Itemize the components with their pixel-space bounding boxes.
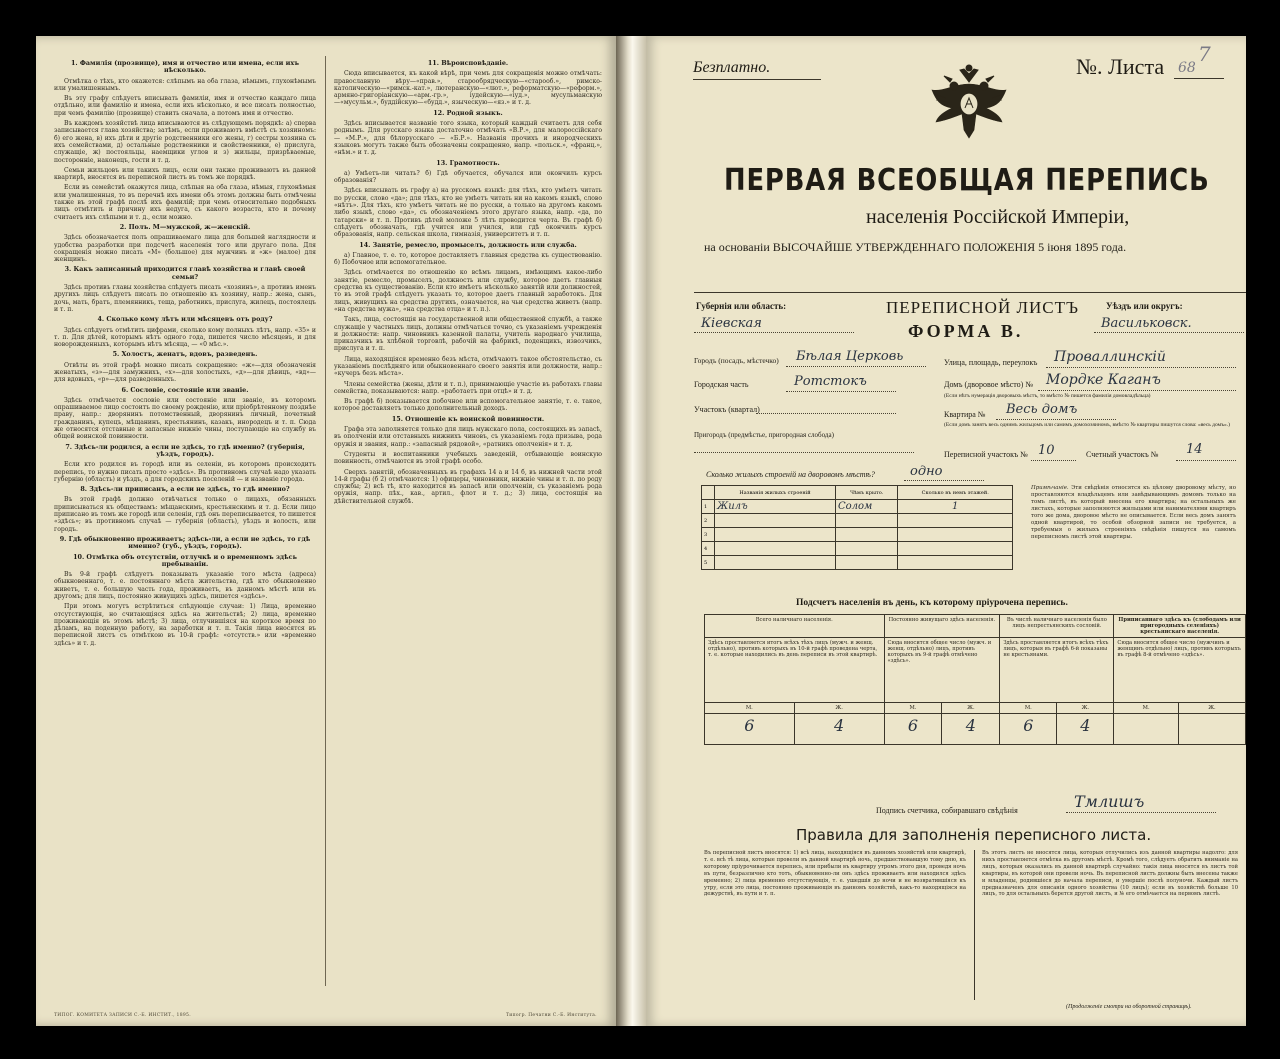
instruction-heading: 6. Сословіе, состояніе или званіе.	[121, 385, 249, 394]
decree-basis: на основаніи ВЫСОЧАЙШЕ УТВЕРЖДЕННАГО ПОЛОЖЕНІЯ 5 іюня 1895 года.	[704, 240, 1127, 254]
row-number: 5	[702, 556, 715, 570]
count-desc-nonpeasant: Здѣсь проставляется итогъ всѣхъ тѣхъ лицъ, которыя въ графѣ 6-й показаны не крестьянами.	[1000, 638, 1114, 703]
dwellings-header-roof: Чѣмъ крыто.	[835, 486, 897, 500]
header-rule	[694, 292, 1246, 293]
dwellings-row	[702, 500, 1013, 514]
row-number: 2	[702, 514, 715, 528]
town-label: Городъ (посадъ, мѣстечко)	[694, 356, 779, 365]
instruction-paragraph: Въ каждомъ хозяйствѣ лица вписываются въ слѣдующемъ порядкѣ: а) сперва записывается глава хозяйства; затѣмъ, если проживаютъ вмѣстѣ съ хозяиномъ: б) его жена, в) ихъ дѣти и другіе родственники его жены, г) сестры хозяина съ ихъ семействами, д) остальные родственники и свойственники, е) прислуга, служащіе, ж) постояльцы, наемщики углов и з) жильцы, призрѣваемые, посторонніе, наконецъ, гости и т. д.	[54, 120, 316, 164]
house-note: (Если нѣтъ нумерація дворовыхъ мѣстъ, то вмѣсто № пишется фамилія домовладѣльца)	[944, 393, 1151, 399]
sheet-number-value: 68	[1178, 60, 1196, 76]
province-value: Кіевская	[701, 316, 762, 331]
instruction-paragraph: Здѣсь противъ главы хозяйства слѣдуетъ писать «хозяинъ», а противъ именъ другихъ лицъ слѣдуетъ писать по отношенію къ хозяину, напр.: жена, сынъ, дочь, мать, братъ, племянникъ, теща, работникъ, прислуга, жилецъ, постоялецъ и т. п.	[54, 284, 316, 313]
city-part-line	[786, 391, 896, 392]
permanent-male-value: 6	[884, 714, 942, 745]
book-gutter	[616, 36, 646, 1026]
rules-divider	[974, 850, 975, 1000]
count-desc-permanent: Сюда вносится общее число (мужч. и женщ. отдѣльно) лицъ, противъ которыхъ въ 9-й графѣ отмѣчено «здѣсь».	[884, 638, 1000, 703]
dwelling-name	[715, 528, 836, 542]
instruction-paragraph: а) Умѣетъ-ли читать? б) Гдѣ обучается, обучался или окончилъ курсъ образованія?	[334, 169, 602, 185]
dwellings-header-floors: Сколько въ немъ этажей.	[898, 486, 1013, 500]
signature-line	[1066, 812, 1216, 813]
city-part-label: Городская часть	[694, 380, 749, 389]
instruction-paragraph: Отвѣты въ этой графѣ можно писать сокращенно: «ж»—для обозначенія женатыхъ, «з»—для замужнихъ, «х»—для холостыхъ, «д»—для дѣвицъ, «вд»—для вдовыхъ, «р»—для разведенныхъ.	[54, 361, 316, 384]
count-desc-registered: Сюда вносится общее число (мужчинъ и женщинъ отдѣльно) лицъ, противъ которыхъ въ графѣ 8-й отмѣчено «здѣсь».	[1114, 638, 1246, 703]
dwellings-note	[1031, 485, 1236, 541]
row-number: 4	[702, 542, 715, 556]
form-letter: ФОРМА В.	[908, 321, 1024, 341]
instruction-paragraph: Здѣсь слѣдуетъ отмѣтить цифрами, сколько кому полныхъ лѣтъ, напр. «35» и т. п. Для дѣтей, которымъ нѣтъ одного года, пишется число мѣсяцевъ, и для новорожденныхъ, которымъ нѣтъ мѣсяца, — «0 мѣс.».	[54, 326, 316, 349]
dwelling-floors	[898, 556, 1013, 570]
town-line	[786, 366, 926, 367]
instruction-heading: 14. Занятіе, ремесло, промыселъ, должность или служба.	[359, 240, 577, 249]
present-female-value: 4	[794, 714, 884, 745]
census-area-value: 10	[1038, 443, 1055, 458]
suburb-line	[694, 452, 914, 453]
census-area-label: Переписной участокъ №	[944, 450, 1028, 459]
rules-column-2: Въ этотъ листъ не вносятся лица, которыя отлучились изъ данной квартиры надолго: для нихъ проставляется отмѣтка въ другомъ мѣстѣ. Кромѣ того, слѣдуетъ обратить вниманіе на лицъ, которыя оказались въ данной квартирѣ случайно: такія лица вносятся въ листъ той квартиры, въ которой они провели ночь. Въ переписной листъ должны быть внесены также и младенцы, родившіеся до начала переписи, и умершіе послѣ полуночи. Каждый листъ предназначенъ для описанія одного хозяйства (10 лицъ); если въ хозяйствѣ больше 10 лицъ, то для остальныхъ берется другой листъ, и № его отмѣчается на первомъ листѣ.	[982, 850, 1238, 898]
enumerator-label: Подпись счетчика, собиравшаго свѣдѣнія	[876, 806, 1018, 815]
sex-label-f: Ж.	[1178, 703, 1245, 714]
instruction-paragraph: Здѣсь вписывать въ графу а) на русскомъ языкѣ: для тѣхъ, кто умѣетъ читать по русски, слово «да»; для тѣхъ, кто не умѣетъ читать ни на какомъ языкѣ, слово «нѣтъ». Для тѣхъ, кто умѣетъ читать не по русски, а только на другомъ какомъ либо языкѣ, слово «да», съ обозначеніемъ этого другаго языка, напр. «да, по татарски» и т. п. Противъ дѣтей моложе 5 лѣтъ проводится черта. Въ графѣ б) слѣдуетъ обозначать, гдѣ учится или учился, или гдѣ окончилъ курсъ образованія, напр. сельская школа, гимназія, университетъ и т. п.	[334, 187, 602, 239]
count-sex-labels	[705, 703, 1246, 714]
counting-area-label: Счетный участокъ №	[1086, 450, 1159, 459]
nonpeasant-female-value: 4	[1057, 714, 1114, 745]
counting-area-value: 14	[1186, 442, 1203, 457]
present-male-value: 6	[705, 714, 795, 745]
rules-column-1: Въ переписной листъ вносятся: 1) всѣ лица, находящіяся въ данномъ хозяйствѣ или квартирѣ, т. е. всѣ тѣ лица, которые провели въ данной квартирѣ ночь, предшествовавшую тому дню, къ которому пріурочивается перепись, или прибыли въ квартиру утромъ этого дня, проведя ночь въ пути, безразлично кто тотъ, обыкновенно-ли онъ здѣсь проживаетъ или находился здѣсь временно; 2) лица временно отсутствующія, т. е. ушедшія до ночи и не возвратившіяся къ утру, если это лица, постоянно проживающія въ данномъ хозяйствѣ, какъ-то находящіяся на дежурствѣ, въ пути и т. п.	[704, 850, 966, 898]
instruction-paragraph: Сюда вписывается, къ какой вѣрѣ, при чемъ для сокращенія можно отмѣчать: православную вѣру—«прав.», старообрядческую—«старооб.», римско-католическую—«римск.-кат.», лютеранскую—«лют.», реформатскую—«реформ.», армяно-григоріанскую—«арм.-гр.», іудейскую—«іуд.», мусульманскую—«мусульм.», буддійскую—«будд.», языческую—«яз.» и т. д.	[334, 70, 602, 107]
house-line	[1038, 390, 1236, 391]
apartment-note: (Если домъ занятъ весь однимъ жильцомъ или самимъ домохозяиномъ, вмѣсто № квартиры пишутся слова: «весь домъ».)	[944, 422, 1230, 428]
instruction-paragraph: Здѣсь вписывается названіе того языка, который каждый считаетъ для себя роднымъ. Для русскаго языка достаточно отмѣчать «В.Р.», для малороссійскаго — «М.Р.», для бѣлорусскаго — «Б.Р.». Названія прочихъ и инородческихъ языковъ могутъ также быть обозначены сокращенно, напр. «польск.», «франц.», «нѣм.» и т. д.	[334, 120, 602, 157]
free-label: Безплатно.	[693, 59, 771, 76]
dwellings-table-header	[702, 486, 1013, 500]
instruction-paragraph: Въ этой графѣ должно отвѣчаться только о лицахъ, обязанныхъ приписываться къ обществамъ: мѣщанскимъ, крестьянскимъ и т. д. Если лицо приписано въ томъ же городѣ или селеніи, гдѣ онъ переписывается, то пишется «здѣсь»; въ противномъ случаѣ — губернія (область), уѣздъ и волость, или городъ.	[54, 496, 316, 533]
street-label: Улица, площадь, переулокъ	[944, 358, 1038, 367]
instruction-paragraph: Лица, находящіяся временно безъ мѣста, отмѣчаютъ такое обстоятельство, съ указаніемъ послѣдняго или обыкновеннаго своего занятія или должности, напр.: «кучеръ безъ мѣста».	[334, 355, 602, 378]
street-value: Проваллинскій	[1054, 349, 1166, 365]
sex-label-m: М.	[705, 703, 795, 714]
count-headers	[705, 615, 1246, 638]
quarter-line	[756, 413, 896, 414]
dwelling-name	[715, 542, 836, 556]
instruction-heading: 5. Холостъ, женатъ, вдовъ, разведенъ.	[112, 350, 258, 359]
instruction-paragraph: а) Главное, т. е. то, которое доставляетъ главныя средства къ существованію. б) Побочное или вспомогательное.	[334, 251, 602, 267]
census-main-title: ПЕРВАЯ ВСЕОБЩАЯ ПЕРЕПИСЬ	[724, 163, 1210, 198]
dwellings-row	[702, 542, 1013, 556]
sheet-number-label: №. Листа	[1076, 54, 1165, 79]
district-label: Уѣздъ или округъ:	[1106, 301, 1183, 311]
free-underline	[693, 79, 821, 80]
dwelling-roof	[835, 556, 897, 570]
sheet-number-underline	[1174, 78, 1224, 79]
town-value: Бѣлая Церковь	[796, 349, 904, 364]
dwellings-row	[702, 556, 1013, 570]
district-line	[1094, 332, 1244, 333]
dwellings-header-number	[702, 486, 715, 500]
rules-continuation: (Продолженіе смотри на оборотной страницѣ).	[1066, 1004, 1192, 1010]
apartment-value: Весь домъ	[1006, 402, 1078, 417]
instruction-paragraph: Здѣсь отмѣчается по отношенію ко всѣмъ лицамъ, имѣющимъ какое-либо занятіе, ремесло, промыселъ, должность или службу, которое даетъ главныя средства къ существованію. Если кто имѣетъ нѣсколько занятій или должностей, то въ этой графѣ слѣдуетъ указать то, которое даетъ главный заработокъ. Для лицъ, живущихъ на средства другихъ, означается, на чьи средства живетъ (напр. «на средства мужа», «на средства отца» и т. п.).	[334, 269, 602, 313]
apartment-line	[996, 419, 1116, 420]
instruction-heading: 8. Здѣсь-ли приписанъ, а если не здѣсь, то гдѣ именно?	[80, 485, 290, 494]
dwelling-floors	[898, 528, 1013, 542]
registered-male-value	[1114, 714, 1179, 745]
dwellings-row	[702, 528, 1013, 542]
house-label: Домъ (дворовое мѣсто) №	[944, 380, 1033, 389]
count-descriptions	[705, 638, 1246, 703]
dwellings-table	[701, 485, 1013, 570]
instruction-paragraph: Если въ семействѣ окажутся лица, слѣпыя на оба глаза, нѣмыя, глухонѣмыя или умалишенныя, то въ перечнѣ ихъ имени объ этомъ должны быть отмѣчены также въ этой графѣ послѣ ихъ фамилій; при чемъ относительно подобныхъ лицъ отмѣтить и причину ихъ недуга, съ какого возраста, кто и почему считаетъ ихъ слѣпыми и т. д., если можно.	[54, 184, 316, 221]
dwelling-name	[715, 556, 836, 570]
dwelling-name: Жилъ	[715, 500, 836, 514]
sex-label-f: Ж.	[794, 703, 884, 714]
instruction-paragraph: Студенты и воспитанники учебныхъ заведеній, отбывающіе воинскую повинность, отмѣчаются въ этой графѣ особо.	[334, 450, 602, 466]
instruction-paragraph: Въ 9-й графѣ слѣдуетъ показывать указаніе того мѣста (адреса) обыкновеннаго, т. е. постояннаго мѣста жительства, гдѣ кто обыкновенно живетъ, т. е. большую часть года, проживаетъ, въ данномъ мѣстѣ или въ другомъ; для лицъ, постоянно живущихъ здѣсь, пишется «здѣсь».	[54, 571, 316, 600]
dwelling-roof	[835, 514, 897, 528]
row-number: 1	[702, 500, 715, 514]
instruction-paragraph: Графа эта заполняется только для лицъ мужскаго пола, состоящихъ въ запасѣ, въ ополченіи или отставныхъ нижнихъ чиновъ, съ указаніемъ года призыва, рода оружія и звания, напр.: «запасный рядовой», «ратникъ ополченія» и т. д.	[334, 426, 602, 448]
instruction-heading: 9. Гдѣ обыкновенно проживаетъ; здѣсь-ли, а если не здѣсь, то гдѣ именно? (губ., уѣздъ, городъ).	[59, 534, 311, 551]
instruction-paragraph: Отмѣтка о тѣхъ, кто окажется: слѣпымъ на оба глаза, нѣмымъ, глухонѣмымъ или умалишеннымъ.	[54, 77, 316, 92]
enumerator-signature: Тмлишъ	[1074, 792, 1145, 811]
instruction-paragraph: Сверхъ занятій, обозначенныхъ въ графахъ 14 а и 14 б, въ нижней части этой 14-й графы (б 2) отмѣчаются: 1) офицеры, чиновники, нижніе чины и т. п. по роду службы; 2) всѣ тѣ, кто находится въ запасѣ или ополченіи, съ указаніемъ рода оружія, напр. пѣх., кав., артил., флот и т. д.; 3) лица, состоящія на дѣйствительной службѣ.	[334, 468, 602, 505]
city-part-value: Ротстокъ	[794, 374, 867, 389]
instructions-page	[36, 36, 616, 1026]
sheet-number-extra: 7	[1198, 42, 1211, 66]
imperial-eagle-emblem	[924, 64, 1014, 144]
dwelling-floors	[898, 514, 1013, 528]
count-header-registered: Приписаннаго здѣсь къ (слободамъ или пригородныхъ селеніяхъ) крестьянскаго населенія.	[1114, 615, 1246, 638]
instructions-column-1	[54, 58, 316, 998]
instruction-heading: 15. Отношеніе къ воинской повинности.	[391, 414, 545, 423]
province-label: Губернія или область:	[696, 301, 787, 311]
counting-area-line	[1176, 460, 1236, 461]
instruction-paragraph: Въ эту графу слѣдуетъ вписывать фамиліи, имя и отчество каждаго лица отдѣльно, или фамилію и имена, если ихъ нѣсколько, и все писать полностью, при чемъ фамилію (прозвище) ставить сначала, а потомъ имя и отчество.	[54, 95, 316, 117]
instruction-paragraph: При этомъ могутъ встрѣтиться слѣдующіе случаи: 1) Лица, временно отсутствующія, но считающіяся здѣсь на жительствѣ; 2) лица, временно проживающія въ этомъ мѣстѣ; 3) лица, отлучившіяся на короткое время по дѣламъ, на поденную работу, на заработки и т. п. Такія лица вносятся въ переписной листъ съ отмѣткою въ 10-й графѣ: «отсутств.» или «временно здѣсь» и т. д.	[54, 603, 316, 647]
instruction-heading: 11. Вѣроисповѣданіе.	[427, 59, 509, 67]
rules-title: Правила для заполненія переписного листа.	[796, 826, 1152, 844]
registered-female-value	[1178, 714, 1245, 745]
apartment-label: Квартира №	[944, 410, 986, 419]
instruction-paragraph: Члены семейства (жены, дѣти и т. п.), принимающіе участіе въ работахъ главы семейства, показываются: напр. «работаетъ при отцѣ» и т. д.	[334, 380, 602, 395]
census-area-line	[1031, 460, 1076, 461]
district-value: Васильковск.	[1101, 316, 1192, 331]
dwellings-label: Сколько жилыхъ строеній на дворовомъ мѣстѣ?	[706, 470, 875, 479]
instruction-paragraph: Семьи жильцовъ или такихъ лицъ, если они также проживаютъ въ данной квартирѣ, вносятся въ переписной листъ въ томъ же порядкѣ.	[54, 166, 316, 182]
suburb-label: Пригородъ (предмѣстье, пригородная слобода)	[694, 431, 834, 439]
dwelling-name	[715, 514, 836, 528]
instruction-heading: 12. Родной языкъ.	[433, 108, 503, 117]
dwellings-header-name: Названія жилыхъ строеній	[715, 486, 836, 500]
province-line	[694, 332, 854, 333]
dwellings-row	[702, 514, 1013, 528]
street-line	[1046, 367, 1236, 368]
count-desc-present: Здѣсь проставляется итогъ всѣхъ тѣхъ лицъ (мужч. и женщ. отдѣльно), противъ которыхъ въ 10-й графѣ проведена черта, т. е. которые находились въ день переписи въ этой квартирѣ.	[705, 638, 885, 703]
quarter-label: Участокъ (квартал)	[694, 405, 760, 414]
sex-label-m: М.	[884, 703, 942, 714]
printer-imprint-right: Типогр. Печатни С.-Б. Института.	[506, 1013, 597, 1018]
population-count-table	[704, 614, 1246, 745]
count-header-permanent: Постоянно живущаго здѣсь населенія.	[884, 615, 1000, 638]
sex-label-m: М.	[1000, 703, 1057, 714]
instruction-heading: 4. Сколько кому лѣтъ или мѣсяцевъ отъ роду?	[97, 315, 273, 324]
count-header-nonpeasant: Въ числѣ наличнаго населенія было лицъ непрестьянскихъ сословій.	[1000, 615, 1114, 638]
instruction-heading: 10. Отмѣтка объ отсутствіи, отлучкѣ и о временномъ здѣсь пребываніи.	[73, 552, 297, 568]
sex-label-m: М.	[1114, 703, 1179, 714]
form-title: ПЕРЕПИСНОЙ ЛИСТЪ	[886, 298, 1080, 317]
count-header-present: Всего наличнаго населенія.	[705, 615, 885, 638]
count-title: Подсчетъ населенія въ день, къ которому пріурочена перепись.	[796, 598, 1068, 608]
instruction-paragraph: Здѣсь обозначается полъ опрашиваемаго лица для большей наглядности и удобства разработки при подсчетѣ населенія того или другаго пола. Для сокращенія можно писать «М» (большое) для мужчинъ и «ж» (малое) для женщинъ.	[54, 234, 316, 264]
instructions-column-2	[334, 58, 602, 998]
instruction-paragraph: Здѣсь отмѣчается сословіе или состояніе или званіе, въ которомъ опрашиваемое лицо состоитъ по своему рожденію, или пріобрѣтенному позднѣе праву, напр.: дворянинъ потомственный, дворянинъ личный, почетный гражданинъ, купецъ, мѣщанинъ, крестьянинъ, казакъ, инородецъ и т. п. Сюда же относятся отставные и запасные нижніе чины, поступающіе на службу въ общей воинской повинности.	[54, 396, 316, 441]
instruction-paragraph: Такъ, лица, состоящія на государственной или общественной службѣ, а также служащіе у частныхъ лицъ, должны отмѣчаться точно, съ указаніемъ учрежденія и должности: напр. чиновникъ казенной палаты, учитель народнаго училища, приказчикъ въ хлѣбной торговлѣ, рабочій на фабрикѣ, поденщикъ, извозчикъ, прислуга и т. п.	[334, 316, 602, 353]
census-subtitle: населенія Россійской Имперіи,	[866, 206, 1130, 228]
column-divider	[325, 56, 326, 986]
note-title: Примѣчаніе.	[1031, 485, 1069, 491]
dwelling-floors: 1	[898, 500, 1013, 514]
dwelling-roof	[835, 542, 897, 556]
instruction-heading: 3. Какъ записанный приходится главѣ хозяйства и главѣ своей семьи?	[64, 265, 306, 281]
dwelling-floors	[898, 542, 1013, 556]
permanent-female-value: 4	[942, 714, 1000, 745]
instruction-heading: 13. Грамотность.	[436, 158, 500, 167]
instruction-paragraph: Если кто родился въ городѣ или въ селеніи, въ которомъ происходитъ перепись, то нужно писать просто «здѣсь». Въ противномъ случаѣ надо указать губернію (область) и уѣздъ, а для городскихъ поселеній — и названіе города.	[54, 461, 316, 483]
census-form-page	[646, 36, 1246, 1026]
dwelling-roof: Солом	[835, 500, 897, 514]
count-values	[705, 714, 1246, 745]
instruction-heading: 2. Полъ. М—мужской, ж—женскій.	[119, 222, 251, 231]
instruction-heading: 7. Здѣсь-ли родился, а если не здѣсь, то гдѣ именно? (губернія, уѣздъ, городъ).	[65, 442, 305, 458]
sex-label-f: Ж.	[1057, 703, 1114, 714]
dwelling-roof	[835, 528, 897, 542]
instruction-heading: 1. Фамилія (прозвище), имя и отчество или имена, если ихъ нѣсколько.	[70, 59, 300, 75]
instruction-paragraph: Въ графѣ б) показывается побочное или вспомогательное занятіе, т. е. такое, которое доставляетъ только дополнительный доходъ.	[334, 398, 602, 413]
row-number: 3	[702, 528, 715, 542]
house-value: Мордке Каганъ	[1046, 372, 1161, 388]
note-text: Эти свѣдѣнія относятся къ цѣлому дворовому мѣсту, но проставляются владѣльцемъ или завѣдывающимъ домомъ только на томъ листѣ, въ который внесена его квартира; на остальныхъ же листахъ, которые заполняются жильцами или нанимателями квартиръ того же дома, дворовое мѣсто не описывается. Если весь домъ занятъ одной квартирой, то особой обзорной записи не требуется, а требуемыя о жилыхъ строеніяхъ свѣдѣнія пишутся на самомъ переписномъ листѣ этой квартиры.	[1031, 485, 1236, 540]
nonpeasant-male-value: 6	[1000, 714, 1057, 745]
sex-label-f: Ж.	[942, 703, 1000, 714]
dwellings-line	[904, 480, 984, 481]
book-spread	[36, 36, 1246, 1026]
printer-imprint-left: ТИПОГ. КОМИТЕТА ЗАПИСИ С.-Б. ИНСТИТ., 1895.	[54, 1013, 191, 1018]
dwellings-value: одно	[910, 464, 943, 479]
